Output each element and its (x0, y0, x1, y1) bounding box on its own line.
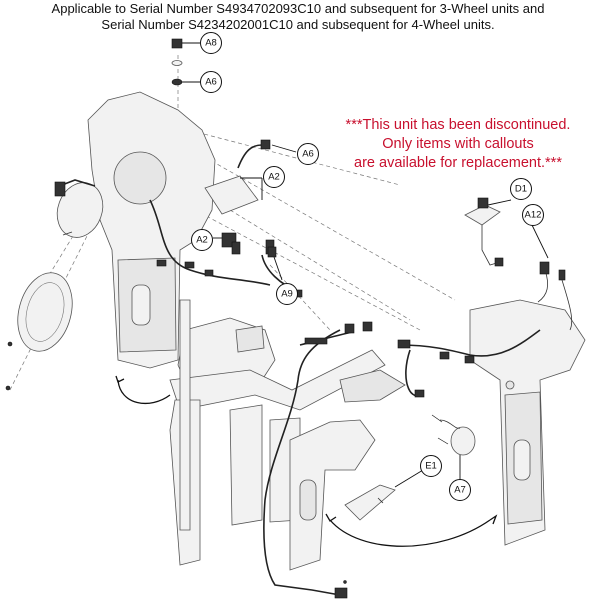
callout-a12-label: A12 (524, 209, 542, 221)
callout-e1-label: E1 (425, 460, 437, 472)
callout-d1-label: D1 (514, 183, 528, 195)
callout-a7-label: A7 (454, 484, 466, 496)
lens-assembly (6, 176, 110, 390)
right-tiller (470, 300, 585, 545)
callout-d1 (511, 179, 532, 200)
callout-a2-left (192, 230, 213, 251)
rear-housing-left (88, 92, 215, 368)
callout-a8-label: A8 (205, 37, 217, 49)
callout-a6-top-label: A6 (205, 76, 217, 88)
callout-a9-label: A9 (281, 288, 293, 300)
callout-a7 (450, 480, 471, 501)
callout-e1 (421, 456, 442, 477)
notice-line-2: Only items with callouts (382, 136, 534, 152)
circuit-board (205, 140, 270, 247)
callout-a6-right (298, 144, 319, 165)
applicability-line-2: Serial Number S4234202001C10 and subsequent for 4-Wheel units. (101, 17, 495, 32)
discontinued-notice (318, 116, 596, 173)
callout-a2-left-label: A2 (196, 234, 208, 246)
applicability-line-1: Applicable to Serial Number S4934702093C10 and subsequent for 3-Wheel units and (51, 1, 545, 16)
callout-a8 (201, 33, 222, 54)
notice-line-1: ***This unit has been discontinued. (345, 117, 571, 133)
callout-a9 (277, 284, 298, 305)
key-switch (465, 198, 503, 266)
callout-a2-right-label: A2 (268, 171, 280, 183)
callout-a12 (523, 205, 544, 226)
callout-a2-right (264, 167, 285, 188)
callout-a6-right-label: A6 (302, 148, 314, 160)
top-fasteners (172, 39, 182, 85)
callout-a6-top (201, 72, 222, 93)
notice-line-3: are available for replacement.*** (354, 155, 562, 171)
